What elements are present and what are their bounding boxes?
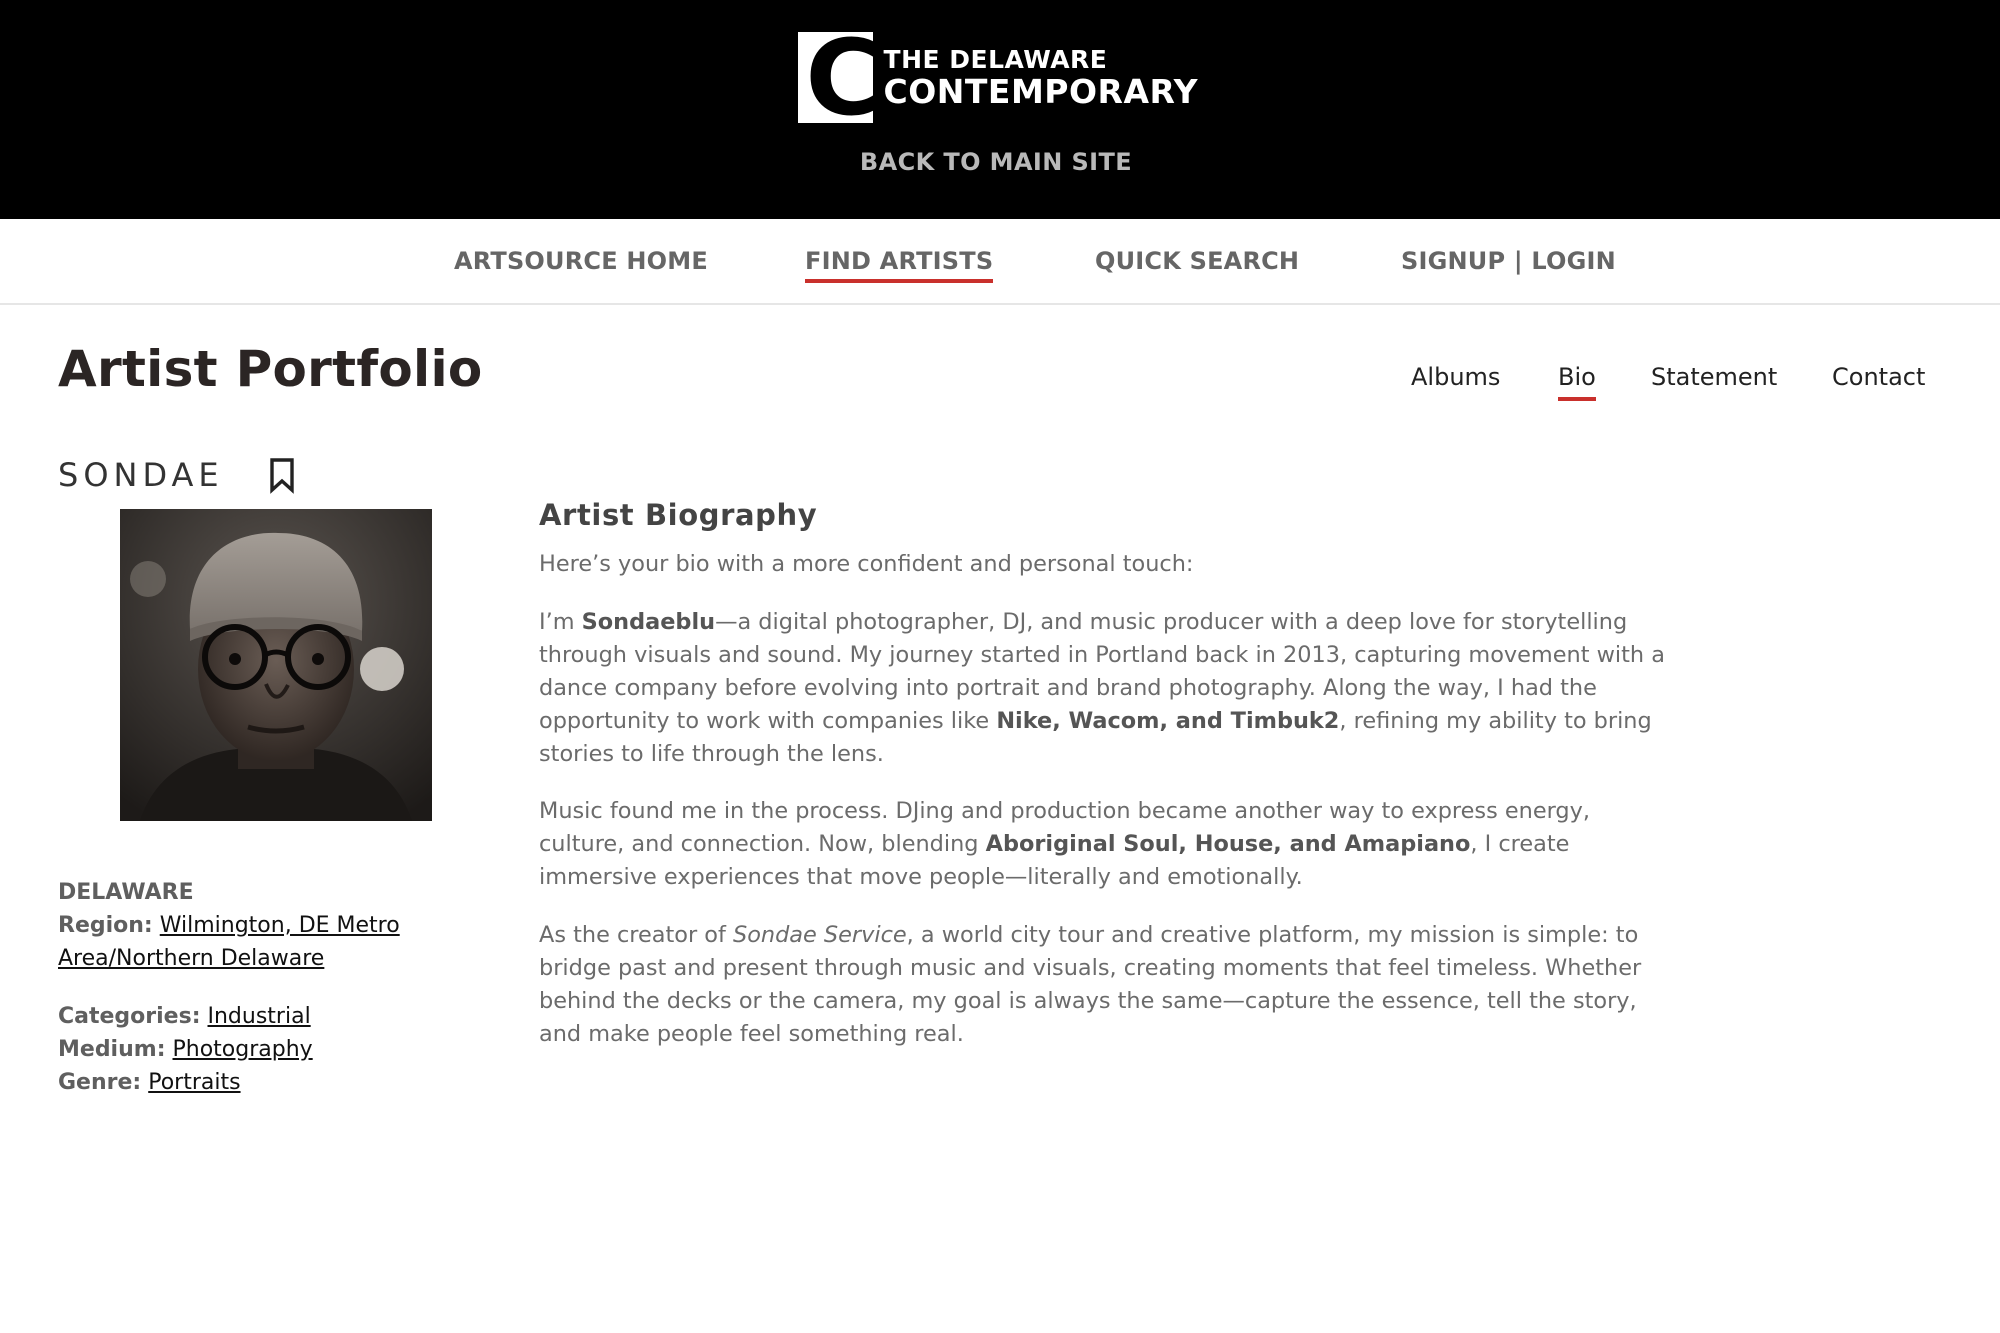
nav-quick-search[interactable]: QUICK SEARCH [1095,247,1300,275]
bio-paragraph-3 [539,919,1669,1051]
logo-mark [798,16,882,139]
artist-location [58,876,400,975]
bio-text: As the creator of [539,922,733,948]
site-header [0,0,2000,219]
bio-paragraph-2 [539,795,1669,894]
bookmark-icon[interactable] [268,457,296,493]
page-title: Artist Portfolio [58,340,483,398]
categories-link[interactable]: Industrial [207,1004,311,1029]
logo-text-top: THE DELAWARE [883,44,1108,74]
back-to-main-site-link[interactable]: BACK TO MAIN SITE [859,148,1133,176]
bio-emphasis: Nike, Wacom, and Timbuk2 [996,708,1340,734]
bio-text: , I create immersive experiences that move people—literally and emotionally. [539,831,1570,890]
main-nav [0,219,2000,305]
artist-categories [58,1000,313,1033]
logo-letter: C [805,16,882,139]
bio-text: —a digital photographer, DJ, and music producer with a deep love for storytelling through visuals and sound. My journey started in Portland back in 2013, capturing movement with a dance company before evolving into portrait and brand photography. Along the way, I had the opportunity to work with companies like [539,609,1665,734]
bio-emphasis: Sondaeblu [581,609,716,635]
region-link-continued[interactable]: Area/Northern Delaware [58,946,325,971]
artist-portrait [120,509,432,821]
artist-medium [58,1033,313,1066]
tab-albums[interactable]: Albums [1411,363,1501,391]
bio-paragraph-1 [539,606,1669,771]
medium-label: Medium: [58,1037,166,1062]
tab-bio[interactable]: Bio [1558,363,1596,391]
nav-artsource-home[interactable]: ARTSOURCE HOME [454,247,708,275]
logo-text-bottom: CONTEMPORARY [883,71,1198,111]
region-label: Region: [58,913,153,938]
tab-statement[interactable]: Statement [1651,363,1778,391]
bio-heading: Artist Biography [539,498,818,532]
artist-taxonomy [58,1000,313,1099]
bio-text: , refining my ability to bring stories to life through the lens. [539,708,1652,767]
artist-genre [58,1066,313,1099]
delaware-contemporary-logo[interactable] [798,16,1198,139]
artist-region [58,909,400,942]
region-link[interactable]: Wilmington, DE Metro [159,913,400,938]
artist-state: DELAWARE [58,880,194,905]
bio-emphasis: Aboriginal Soul, House, and Amapiano [985,831,1471,857]
categories-label: Categories: [58,1004,201,1029]
tab-contact[interactable]: Contact [1832,363,1926,391]
bio-intro: Here’s your bio with a more confident and personal touch: [539,551,1194,577]
nav-find-artists[interactable]: FIND ARTISTS [805,247,994,275]
nav-signup-login[interactable]: SIGNUP | LOGIN [1401,247,1616,275]
artist-name: SONDAE [58,456,224,494]
logo-wordmark [883,44,1198,111]
bio-text: , a world city tour and creative platform, my mission is simple: to bridge past and present through music and visuals, creating moments that feel timeless. Whether behind the decks or the camera, my goal is always the same—capture the essence, tell the story, and make people feel something real. [539,922,1642,1047]
bio-text: I’m [539,609,582,635]
genre-link[interactable]: Portraits [148,1070,241,1095]
medium-link[interactable]: Photography [172,1037,313,1062]
bio-italic: Sondae Service [732,922,907,948]
genre-label: Genre: [58,1070,142,1095]
bio-text: Music found me in the process. DJing and production became another way to express energy, culture, and connection. Now, blending [539,798,1590,857]
artist-portrait-image [120,509,432,821]
